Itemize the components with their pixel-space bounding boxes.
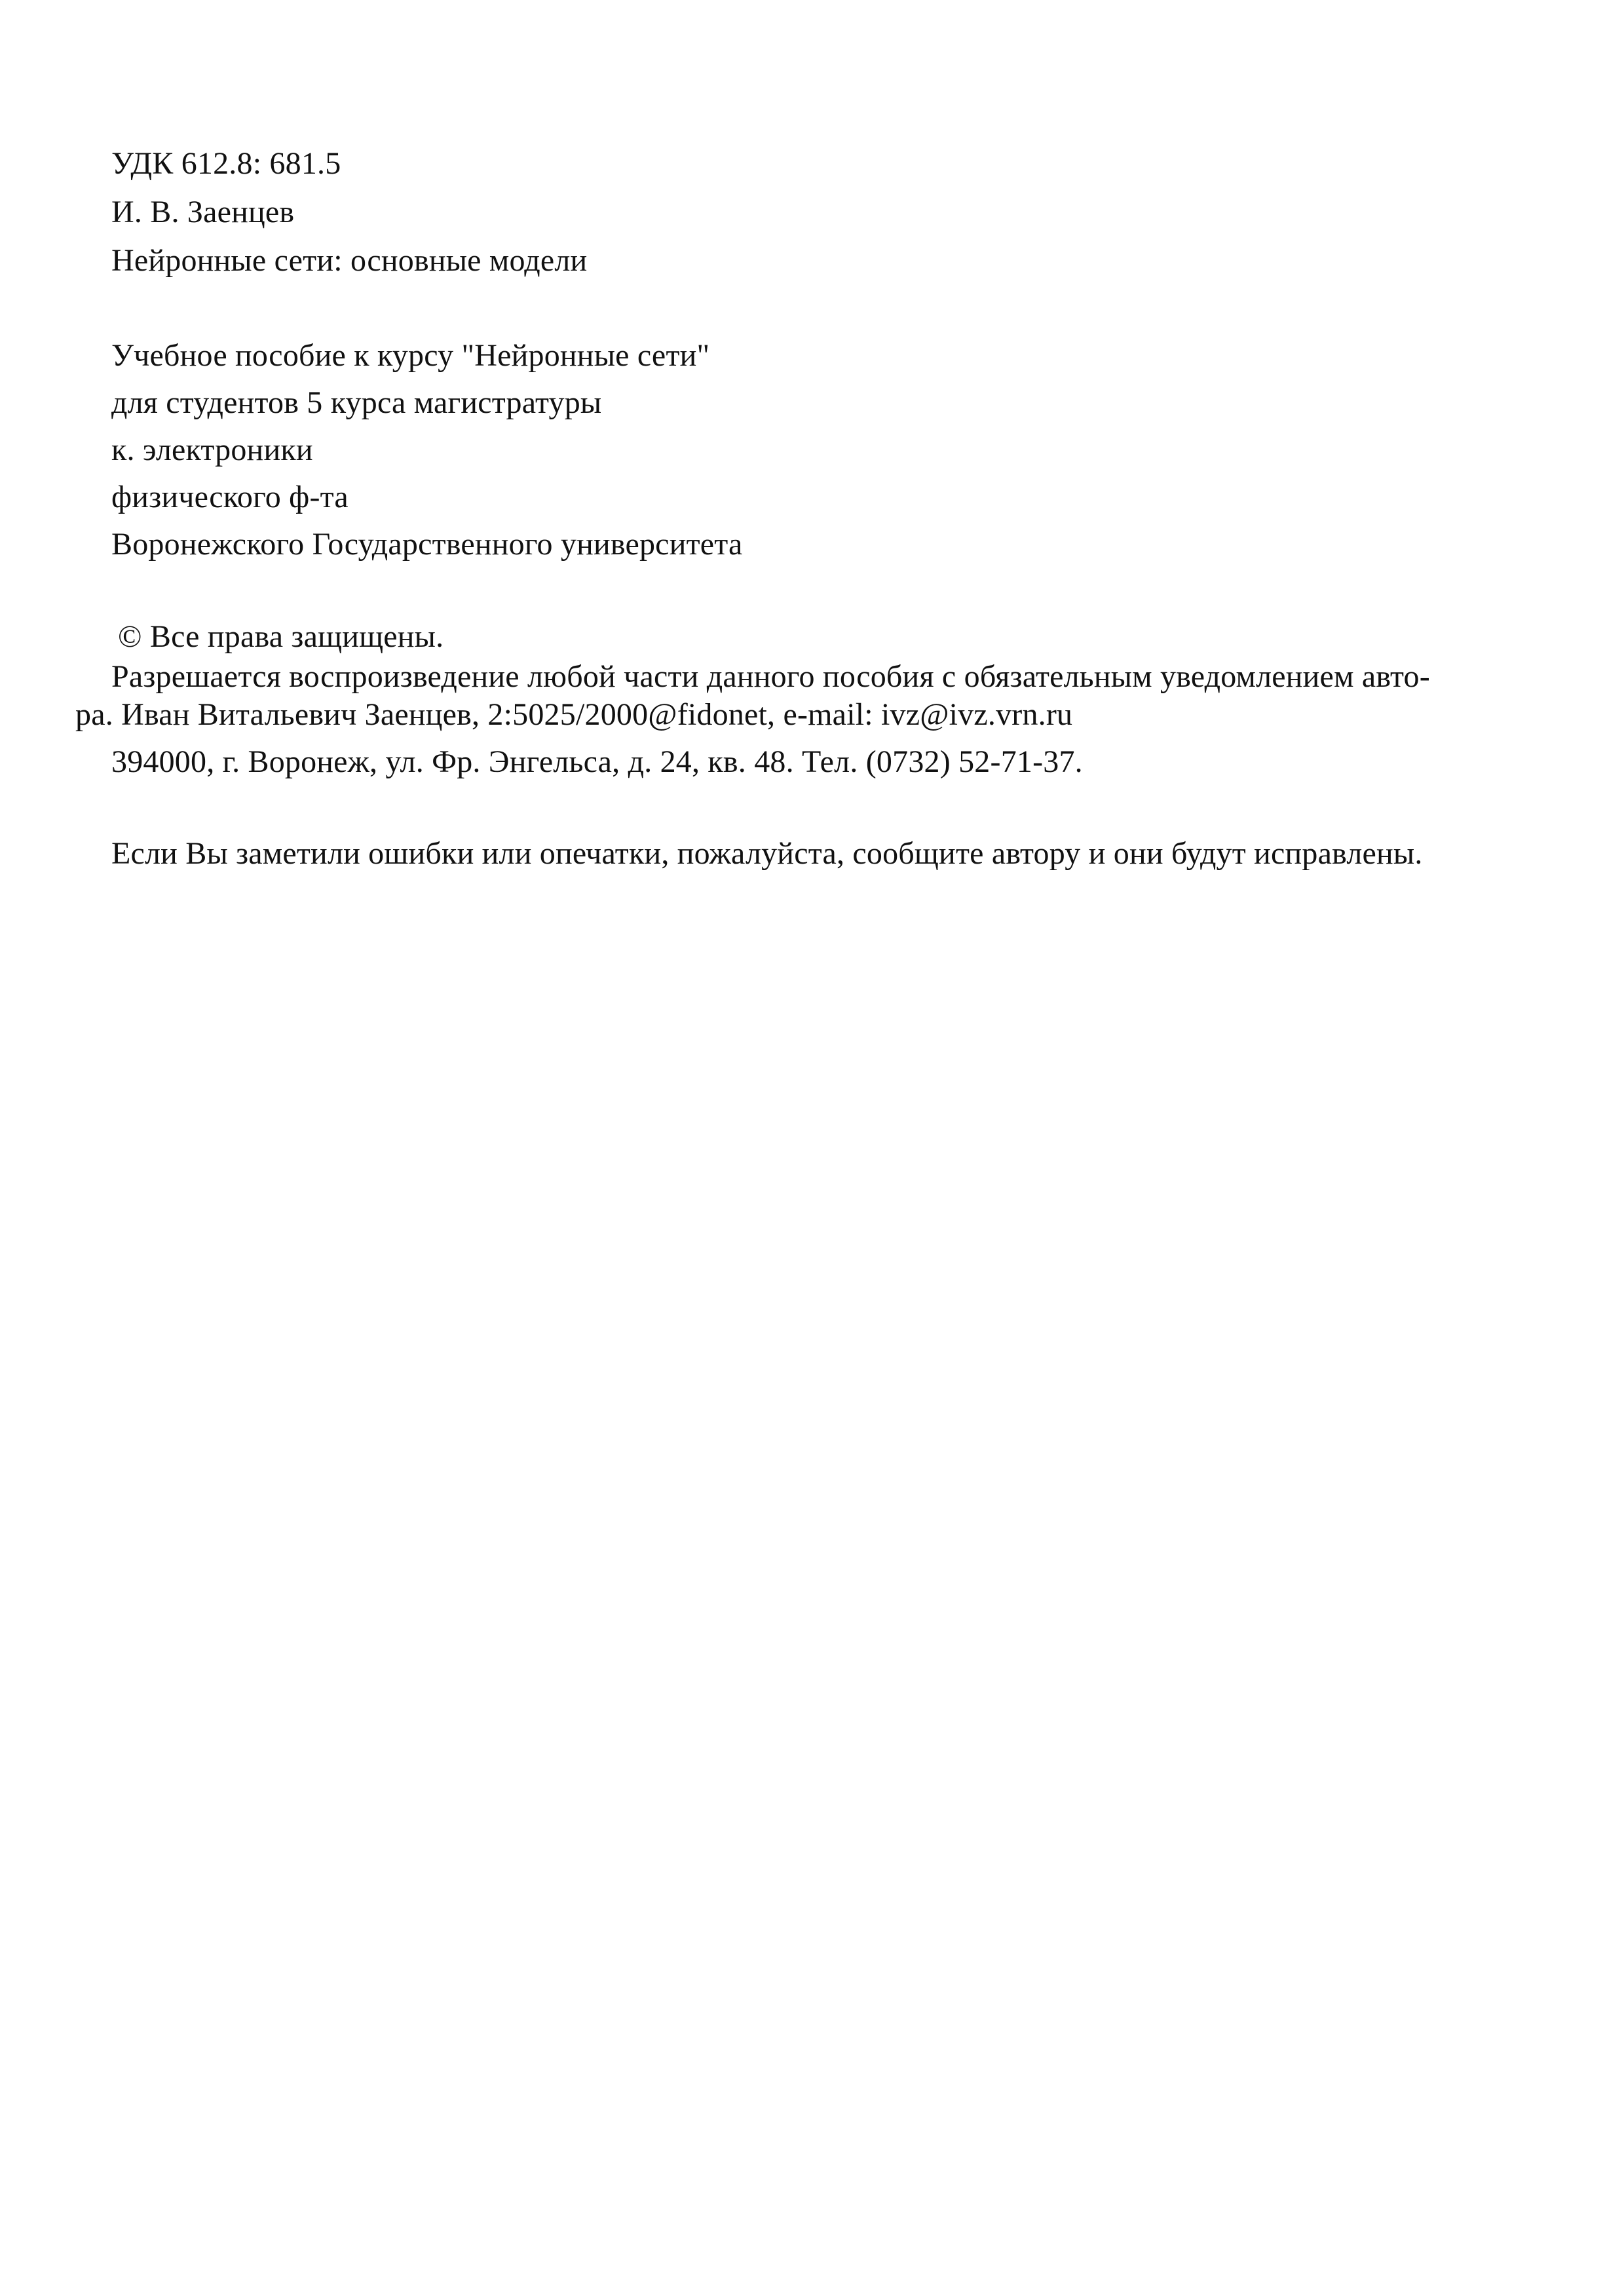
- permission-line-1: Разрешается воспроизведение любой части данного пособия с обязательным уведомлением авто-: [111, 659, 1430, 694]
- document-title: Нейронные сети: основные модели: [111, 243, 588, 278]
- description-line-3: к. электроники: [111, 432, 313, 467]
- copyright-notice: © Все права защищены.: [118, 619, 444, 654]
- udk-code: УДК 612.8: 681.5: [111, 146, 341, 181]
- description-line-4: физического ф-та: [111, 480, 349, 514]
- description-line-1: Учебное пособие к курсу "Нейронные сети": [111, 338, 710, 373]
- errata-note: Если Вы заметили ошибки или опечатки, пожалуйста, сообщите автору и они будут исправлены.: [111, 836, 1423, 871]
- description-line-2: для студентов 5 курса магистратуры: [111, 385, 602, 420]
- description-line-5: Воронежского Государственного университета: [111, 527, 743, 562]
- address-line: 394000, г. Воронеж, ул. Фр. Энгельса, д. 24, кв. 48. Тел. (0732) 52-71-37.: [111, 744, 1083, 779]
- author-name: И. В. Заенцев: [111, 195, 295, 229]
- permission-line-2: ра. Иван Витальевич Заенцев, 2:5025/2000@fidonet, e-mail: ivz@ivz.vrn.ru: [75, 697, 1073, 732]
